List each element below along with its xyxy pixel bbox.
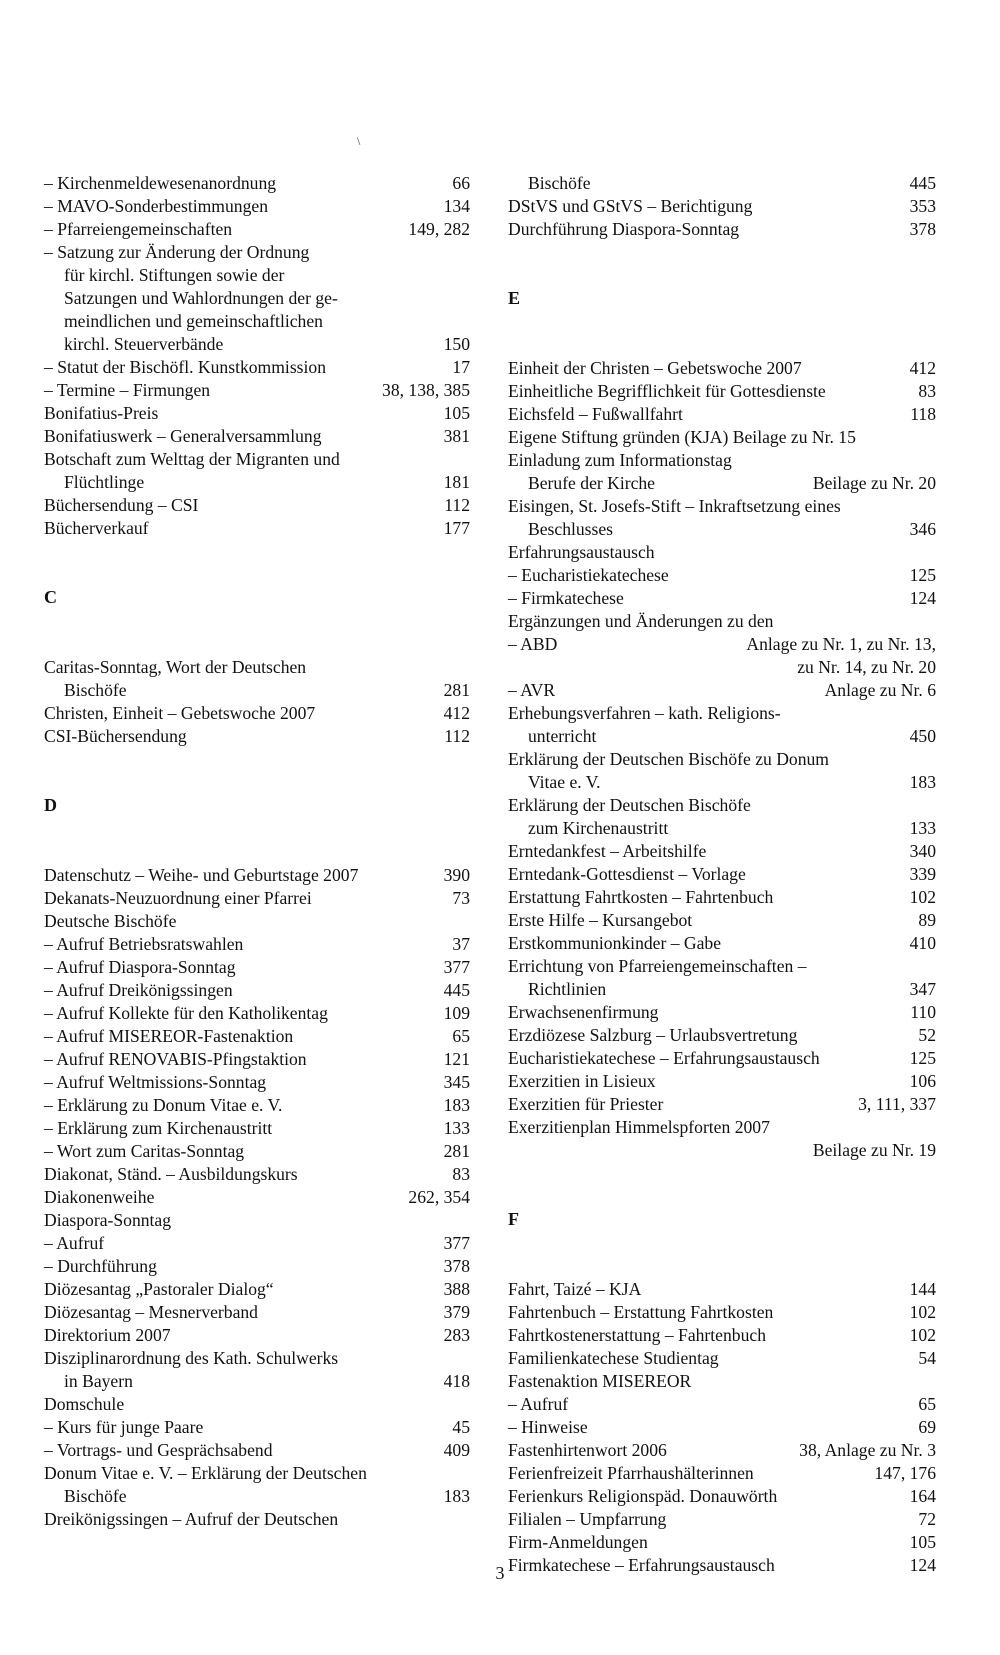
entry-text: – Kirchenmeldewesenanordnung xyxy=(44,173,277,193)
entry-pages: 177 xyxy=(443,518,470,538)
entry-text: für kirchl. Stiftungen sowie der xyxy=(64,265,285,285)
entry-pages: 377 xyxy=(443,1233,470,1253)
index-entry xyxy=(44,264,470,287)
entry-text: – Aufruf MISEREOR-Fastenaktion xyxy=(44,1026,294,1046)
index-entry xyxy=(508,1439,936,1462)
entry-text: Firm-Anmeldungen xyxy=(508,1532,648,1552)
entry-text: Filialen – Umpfarrung xyxy=(508,1509,667,1529)
index-entry xyxy=(44,887,470,910)
index-entry xyxy=(44,679,470,702)
index-entry xyxy=(508,863,936,886)
index-entry xyxy=(508,978,936,1001)
entry-text: – ABD xyxy=(508,634,558,654)
index-entry xyxy=(508,840,936,863)
index-entry xyxy=(44,287,470,310)
entry-text: Erhebungsverfahren – kath. Religions- xyxy=(508,703,781,723)
index-entry xyxy=(508,1370,936,1393)
entry-text: Botschaft zum Welttag der Migranten und xyxy=(44,449,340,469)
index-entry xyxy=(508,1324,936,1347)
index-entry xyxy=(44,1347,470,1370)
entry-pages: 378 xyxy=(443,1256,470,1276)
index-entry xyxy=(44,864,470,887)
index-entry xyxy=(44,979,470,1002)
entry-text: Erklärung der Deutschen Bischöfe xyxy=(508,795,751,815)
entry-text: Satzungen und Wahlordnungen der ge- xyxy=(64,288,338,308)
entry-text: Exerzitien in Lisieux xyxy=(508,1071,656,1091)
entry-text: Einheitliche Begrifflichkeit für Gottesdienste xyxy=(508,381,826,401)
entry-text: DStVS und GStVS – Berichtigung xyxy=(508,196,753,216)
entry-pages: 412 xyxy=(909,358,936,378)
entry-pages: Anlage zu Nr. 1, zu Nr. 13, xyxy=(746,634,936,654)
index-entry xyxy=(508,587,936,610)
index-entry xyxy=(44,956,470,979)
index-entry xyxy=(508,426,936,449)
entry-pages: 121 xyxy=(443,1049,470,1069)
entry-text: – Erklärung zum Kirchenaustritt xyxy=(44,1118,273,1138)
index-entry xyxy=(508,1116,936,1139)
index-entry xyxy=(44,1278,470,1301)
entry-text: – Wort zum Caritas-Sonntag xyxy=(44,1141,245,1161)
entry-text: Firmkatechese – Erfahrungsaustausch xyxy=(508,1555,775,1575)
entry-pages: 72 xyxy=(918,1509,936,1529)
entry-pages: 125 xyxy=(909,565,936,585)
entry-pages: 450 xyxy=(909,726,936,746)
index-entry xyxy=(44,517,470,540)
index-entry xyxy=(508,886,936,909)
index-entry xyxy=(44,1508,470,1531)
index-entry xyxy=(508,380,936,403)
entry-pages: 102 xyxy=(909,1302,936,1322)
entry-text: Deutsche Bischöfe xyxy=(44,911,177,931)
entry-pages: 73 xyxy=(452,888,470,908)
entry-pages: 37 xyxy=(452,934,470,954)
entry-text: – Pfarreiengemeinschaften xyxy=(44,219,233,239)
index-entry xyxy=(508,1093,936,1116)
entry-text: Fahrtkostenerstattung – Fahrtenbuch xyxy=(508,1325,766,1345)
entry-pages: 445 xyxy=(909,173,936,193)
index-entry xyxy=(44,1255,470,1278)
index-entry xyxy=(508,1508,936,1531)
entry-pages: 38, Anlage zu Nr. 3 xyxy=(799,1440,936,1460)
section-letter: E xyxy=(508,288,521,308)
index-entry xyxy=(44,1209,470,1232)
entry-pages: 412 xyxy=(443,703,470,723)
index-entry xyxy=(44,448,470,471)
entry-text: Bischöfe xyxy=(64,680,127,700)
index-entry xyxy=(508,218,936,241)
entry-text: Bonifatius-Preis xyxy=(44,403,159,423)
entry-text: Vitae e. V. xyxy=(528,772,601,792)
index-entry xyxy=(44,1462,470,1485)
index-entry xyxy=(44,1048,470,1071)
entry-text: – Aufruf Dreikönigssingen xyxy=(44,980,233,1000)
index-entry xyxy=(508,1393,936,1416)
scan-mark: \ xyxy=(357,134,361,148)
section-heading xyxy=(508,241,936,357)
entry-pages: 54 xyxy=(918,1348,936,1368)
entry-pages: 445 xyxy=(443,980,470,1000)
entry-pages: 45 xyxy=(452,1417,470,1437)
entry-pages: 183 xyxy=(909,772,936,792)
entry-pages: 65 xyxy=(918,1394,936,1414)
entry-pages: 346 xyxy=(909,519,936,539)
index-entry xyxy=(508,541,936,564)
entry-pages: 149, 282 xyxy=(408,219,470,239)
entry-text: – Aufruf Weltmissions-Sonntag xyxy=(44,1072,267,1092)
entry-pages: 283 xyxy=(443,1325,470,1345)
entry-text: Eigene Stiftung gründen (KJA) Beilage zu Nr. 15 xyxy=(508,427,856,447)
entry-text: Erstattung Fahrtkosten – Fahrtenbuch xyxy=(508,887,774,907)
index-entry xyxy=(508,1416,936,1439)
entry-pages: 377 xyxy=(443,957,470,977)
entry-text: Fahrtenbuch – Erstattung Fahrtkosten xyxy=(508,1302,774,1322)
entry-pages: Beilage zu Nr. 19 xyxy=(812,1140,936,1160)
entry-text: Erstkommunionkinder – Gabe xyxy=(508,933,722,953)
entry-text: Diakonenweihe xyxy=(44,1187,155,1207)
entry-pages: 133 xyxy=(909,818,936,838)
entry-pages: 262, 354 xyxy=(408,1187,470,1207)
entry-text: – Aufruf RENOVABIS-Pfingstaktion xyxy=(44,1049,307,1069)
left-column xyxy=(44,172,470,1531)
entry-text: Erste Hilfe – Kursangebot xyxy=(508,910,693,930)
entry-text: Diözesantag „Pastoraler Dialog“ xyxy=(44,1279,274,1299)
entry-text: – Vortrags- und Gesprächsabend xyxy=(44,1440,273,1460)
entry-pages: 17 xyxy=(452,357,470,377)
index-entry xyxy=(44,425,470,448)
index-entry xyxy=(508,518,936,541)
entry-text: in Bayern xyxy=(64,1371,133,1391)
entry-text: – Satzung zur Änderung der Ordnung xyxy=(44,242,310,262)
index-entry xyxy=(508,472,936,495)
entry-pages: 124 xyxy=(909,1555,936,1575)
entry-text: – Aufruf Betriebsratswahlen xyxy=(44,934,244,954)
entry-pages: 340 xyxy=(909,841,936,861)
index-entry xyxy=(44,195,470,218)
entry-pages: 83 xyxy=(918,381,936,401)
index-entry xyxy=(508,449,936,472)
entry-text: Einheit der Christen – Gebetswoche 2007 xyxy=(508,358,802,378)
index-entry xyxy=(508,932,936,955)
index-entry xyxy=(44,1094,470,1117)
index-entry xyxy=(44,725,470,748)
index-entry xyxy=(508,172,936,195)
index-entry xyxy=(508,1531,936,1554)
index-entry xyxy=(44,356,470,379)
entry-text: Exerzitien für Priester xyxy=(508,1094,664,1114)
entry-pages: 410 xyxy=(909,933,936,953)
index-entry xyxy=(508,725,936,748)
index-entry xyxy=(508,955,936,978)
entry-pages: 347 xyxy=(909,979,936,999)
entry-pages: 89 xyxy=(918,910,936,930)
index-entry xyxy=(44,379,470,402)
entry-pages: 353 xyxy=(909,196,936,216)
entry-text: Eisingen, St. Josefs-Stift – Inkraftsetzung eines xyxy=(508,496,841,516)
entry-pages: 381 xyxy=(443,426,470,446)
entry-pages: 109 xyxy=(443,1003,470,1023)
entry-pages: 133 xyxy=(443,1118,470,1138)
entry-pages: 390 xyxy=(443,865,470,885)
entry-text: Richtlinien xyxy=(528,979,607,999)
section-letter: D xyxy=(44,795,57,815)
entry-text: Ferienkurs Religionspäd. Donauwörth xyxy=(508,1486,778,1506)
index-entry xyxy=(44,1416,470,1439)
entry-pages: 102 xyxy=(909,887,936,907)
entry-text: Errichtung von Pfarreiengemeinschaften – xyxy=(508,956,807,976)
entry-text: Diakonat, Ständ. – Ausbildungskurs xyxy=(44,1164,298,1184)
entry-pages: 105 xyxy=(909,1532,936,1552)
index-entry xyxy=(508,1462,936,1485)
index-entry xyxy=(508,679,936,702)
index-entry xyxy=(44,471,470,494)
entry-text: Durchführung Diaspora-Sonntag xyxy=(508,219,740,239)
section-heading xyxy=(508,1162,936,1278)
page-number: 3 xyxy=(495,1563,505,1583)
entry-text: – Aufruf xyxy=(44,1233,105,1253)
entry-pages: 102 xyxy=(909,1325,936,1345)
entry-text: Erwachsenenfirmung xyxy=(508,1002,659,1022)
entry-text: Erntedank-Gottesdienst – Vorlage xyxy=(508,864,746,884)
entry-text: Bonifatiuswerk – Generalversammlung xyxy=(44,426,322,446)
entry-text: – Aufruf xyxy=(508,1394,569,1414)
entry-text: Erklärung der Deutschen Bischöfe zu Donum xyxy=(508,749,829,769)
index-entry xyxy=(44,933,470,956)
entry-pages: 112 xyxy=(444,726,470,746)
entry-pages: 112 xyxy=(444,495,470,515)
entry-text: Bischöfe xyxy=(528,173,591,193)
entry-text: Bücherverkauf xyxy=(44,518,149,538)
entry-pages: 65 xyxy=(452,1026,470,1046)
entry-text: – Hinweise xyxy=(508,1417,588,1437)
entry-text: Berufe der Kirche xyxy=(528,473,655,493)
entry-text: Diözesantag – Mesnerverband xyxy=(44,1302,258,1322)
section-letter: C xyxy=(44,587,57,607)
entry-text: kirchl. Steuerverbände xyxy=(64,334,224,354)
entry-pages: zu Nr. 14, zu Nr. 20 xyxy=(797,657,936,677)
entry-pages: 118 xyxy=(910,404,936,424)
entry-text: – Statut der Bischöfl. Kunstkommission xyxy=(44,357,326,377)
index-entry xyxy=(508,1301,936,1324)
entry-pages: 110 xyxy=(910,1002,936,1022)
entry-text: Erntedankfest – Arbeitshilfe xyxy=(508,841,707,861)
index-entry xyxy=(44,1485,470,1508)
entry-text: – Firmkatechese xyxy=(508,588,624,608)
entry-text: – Kurs für junge Paare xyxy=(44,1417,204,1437)
entry-text: unterricht xyxy=(528,726,597,746)
entry-pages: 409 xyxy=(443,1440,470,1460)
entry-pages: 281 xyxy=(443,680,470,700)
entry-text: Disziplinarordnung des Kath. Schulwerks xyxy=(44,1348,339,1368)
entry-text: – Eucharistiekatechese xyxy=(508,565,669,585)
entry-pages: 339 xyxy=(909,864,936,884)
entry-pages: Beilage zu Nr. 20 xyxy=(812,473,936,493)
entry-pages: 345 xyxy=(443,1072,470,1092)
index-entry xyxy=(44,1186,470,1209)
index-entry xyxy=(508,610,936,633)
entry-text: Fahrt, Taizé – KJA xyxy=(508,1279,642,1299)
entry-pages: 181 xyxy=(443,472,470,492)
entry-text: Donum Vitae e. V. – Erklärung der Deutschen xyxy=(44,1463,367,1483)
index-entry xyxy=(508,1485,936,1508)
entry-pages: 418 xyxy=(443,1371,470,1391)
section-letter: F xyxy=(508,1209,519,1229)
entry-pages: Anlage zu Nr. 6 xyxy=(824,680,936,700)
index-entry xyxy=(508,1278,936,1301)
entry-text: – AVR xyxy=(508,680,556,700)
entry-pages: 124 xyxy=(909,588,936,608)
index-entry xyxy=(508,564,936,587)
entry-pages: 388 xyxy=(443,1279,470,1299)
index-entry xyxy=(44,1393,470,1416)
entry-text: Familienkatechese Studientag xyxy=(508,1348,719,1368)
index-entry xyxy=(44,1025,470,1048)
index-entry xyxy=(508,771,936,794)
index-entry xyxy=(44,1071,470,1094)
entry-text: Diaspora-Sonntag xyxy=(44,1210,172,1230)
entry-text: Exerzitienplan Himmelspforten 2007 xyxy=(508,1117,770,1137)
index-entry xyxy=(508,1347,936,1370)
entry-pages: 281 xyxy=(443,1141,470,1161)
entry-text: – MAVO-Sonderbestimmungen xyxy=(44,196,268,216)
index-entry xyxy=(508,794,936,817)
entry-text: Direktorium 2007 xyxy=(44,1325,171,1345)
entry-pages: 164 xyxy=(909,1486,936,1506)
index-entry xyxy=(44,494,470,517)
entry-text: – Termine – Firmungen xyxy=(44,380,211,400)
entry-text: meindlichen und gemeinschaftlichen xyxy=(64,311,323,331)
index-entry xyxy=(508,656,936,679)
entry-text: Christen, Einheit – Gebetswoche 2007 xyxy=(44,703,316,723)
index-entry xyxy=(44,402,470,425)
section-heading xyxy=(44,540,470,656)
index-entry xyxy=(44,310,470,333)
index-entry xyxy=(44,1301,470,1324)
entry-text: Beschlusses xyxy=(528,519,614,539)
index-entry xyxy=(44,1002,470,1025)
entry-pages: 379 xyxy=(443,1302,470,1322)
index-entry xyxy=(44,1324,470,1347)
entry-pages: 105 xyxy=(443,403,470,423)
index-entry xyxy=(44,1163,470,1186)
index-entry xyxy=(44,1370,470,1393)
entry-text: Fastenaktion MISEREOR xyxy=(508,1371,692,1391)
entry-pages: 3, 111, 337 xyxy=(858,1094,936,1114)
entry-text: Ergänzungen und Änderungen zu den xyxy=(508,611,774,631)
entry-pages: 106 xyxy=(909,1071,936,1091)
entry-pages: 183 xyxy=(443,1095,470,1115)
entry-pages: 134 xyxy=(443,196,470,216)
index-entry xyxy=(508,817,936,840)
entry-text: Bischöfe xyxy=(64,1486,127,1506)
index-entry xyxy=(508,403,936,426)
index-entry xyxy=(508,633,936,656)
index-entry xyxy=(44,1140,470,1163)
entry-text: Datenschutz – Weihe- und Geburtstage 2007 xyxy=(44,865,359,885)
index-entry xyxy=(508,702,936,725)
entry-pages: 69 xyxy=(918,1417,936,1437)
entry-pages: 125 xyxy=(909,1048,936,1068)
index-entry xyxy=(44,333,470,356)
entry-text: Ferienfreizeit Pfarrhaushälterinnen xyxy=(508,1463,754,1483)
entry-text: Eucharistiekatechese – Erfahrungsaustausch xyxy=(508,1048,820,1068)
entry-text: – Aufruf Kollekte für den Katholikentag xyxy=(44,1003,328,1023)
entry-pages: 38, 138, 385 xyxy=(382,380,470,400)
entry-text: zum Kirchenaustritt xyxy=(528,818,669,838)
index-entry xyxy=(508,748,936,771)
index-entry xyxy=(44,218,470,241)
entry-text: – Durchführung xyxy=(44,1256,157,1276)
entry-pages: 183 xyxy=(443,1486,470,1506)
entry-text: Fastenhirtenwort 2006 xyxy=(508,1440,667,1460)
index-entry xyxy=(508,1139,936,1162)
entry-text: Caritas-Sonntag, Wort der Deutschen xyxy=(44,657,307,677)
entry-pages: 147, 176 xyxy=(874,1463,936,1483)
entry-text: Eichsfeld – Fußwallfahrt xyxy=(508,404,683,424)
section-heading xyxy=(44,748,470,864)
entry-pages: 66 xyxy=(452,173,470,193)
index-entry xyxy=(44,656,470,679)
index-entry xyxy=(44,241,470,264)
entry-text: Domschule xyxy=(44,1394,125,1414)
index-entry xyxy=(508,195,936,218)
index-entry xyxy=(44,1232,470,1255)
entry-pages: 150 xyxy=(443,334,470,354)
index-entry xyxy=(44,910,470,933)
entry-text: Erfahrungsaustausch xyxy=(508,542,655,562)
entry-text: Dreikönigssingen – Aufruf der Deutschen xyxy=(44,1509,339,1529)
entry-text: Flüchtlinge xyxy=(64,472,145,492)
entry-pages: 144 xyxy=(909,1279,936,1299)
entry-text: – Erklärung zu Donum Vitae e. V. xyxy=(44,1095,283,1115)
index-entry xyxy=(508,1001,936,1024)
entry-text: – Aufruf Diaspora-Sonntag xyxy=(44,957,236,977)
index-entry xyxy=(508,1070,936,1093)
index-entry xyxy=(508,357,936,380)
entry-text: Dekanats-Neuzuordnung einer Pfarrei xyxy=(44,888,312,908)
entry-text: Einladung zum Informationstag xyxy=(508,450,732,470)
entry-text: CSI-Büchersendung xyxy=(44,726,187,746)
entry-text: Büchersendung – CSI xyxy=(44,495,199,515)
entry-pages: 83 xyxy=(452,1164,470,1184)
index-entry xyxy=(44,702,470,725)
index-entry xyxy=(508,909,936,932)
index-entry xyxy=(44,1439,470,1462)
right-column xyxy=(508,172,936,1577)
index-entry xyxy=(44,1117,470,1140)
entry-pages: 52 xyxy=(918,1025,936,1045)
entry-text: Erzdiözese Salzburg – Urlaubsvertretung xyxy=(508,1025,798,1045)
index-entry xyxy=(508,1047,936,1070)
index-entry xyxy=(508,495,936,518)
index-entry xyxy=(508,1024,936,1047)
index-entry xyxy=(44,172,470,195)
entry-pages: 378 xyxy=(909,219,936,239)
